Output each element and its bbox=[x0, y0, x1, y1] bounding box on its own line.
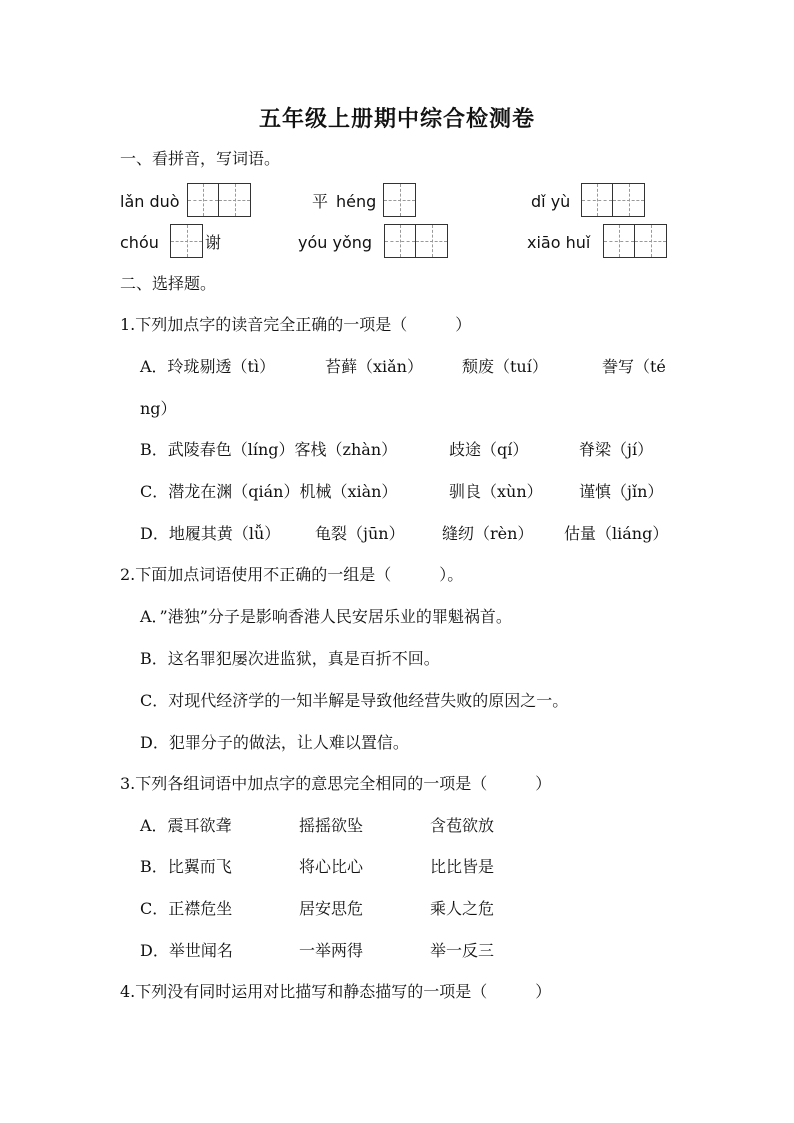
q1-option-c-3: 谨慎（jǐn） bbox=[579, 482, 664, 501]
q1-option-a-2: 苔藓（xiǎn） bbox=[325, 357, 423, 376]
question-3-stem: 3.下列各组词语中加点字的意思完全相同的一项是（ ） bbox=[120, 774, 552, 793]
q3-option-a-3: 含苞欲放 bbox=[430, 816, 495, 835]
q2-option-a: A．”港独”分子是影响香港人民安居乐业的罪魁祸首。 bbox=[140, 607, 512, 626]
writing-grid-3[interactable] bbox=[581, 183, 645, 217]
question-1-stem: 1.下列加点字的读音完全正确的一项是（ ） bbox=[120, 315, 472, 334]
question-2-stem: 2.下面加点词语使用不正确的一组是（ ）。 bbox=[120, 565, 464, 584]
question-4-stem: 4.下列没有同时运用对比描写和静态描写的一项是（ ） bbox=[120, 982, 552, 1001]
q3-option-a-1: A．震耳欲聋 bbox=[140, 816, 232, 835]
q2-option-c: C．对现代经济学的一知半解是导致他经营失败的原因之一。 bbox=[140, 691, 569, 710]
writing-grid-5[interactable] bbox=[384, 224, 448, 258]
q1-option-a-3: 颓废（tuí） bbox=[462, 357, 548, 376]
q1-option-b-1: B．武陵春色（líng）客栈（zhàn） bbox=[140, 440, 398, 459]
q1-option-c-1: C．潜龙在渊（qián）机械（xiàn） bbox=[140, 482, 398, 501]
pinyin-xiao-hui: xiāo huǐ bbox=[527, 233, 591, 252]
q1-option-b-3: 脊梁（jí） bbox=[579, 440, 654, 459]
q3-option-b-3: 比比皆是 bbox=[430, 857, 495, 876]
page-title: 五年级上册期中综合检测卷 bbox=[258, 106, 535, 132]
pinyin-di-yu: dǐ yù bbox=[531, 192, 571, 211]
q3-option-c-1: C．正襟危坐 bbox=[140, 899, 233, 918]
writing-grid-4[interactable] bbox=[170, 224, 203, 258]
q3-option-a-2: 摇摇欲坠 bbox=[299, 816, 364, 835]
pinyin-chou: chóu bbox=[120, 233, 159, 252]
pinyin-lan-duo: lǎn duò bbox=[120, 192, 180, 211]
q1-option-d-1: D．地履其黄（lǚ） bbox=[140, 524, 281, 543]
q2-option-b: B．这名罪犯屡次进监狱，真是百折不回。 bbox=[140, 649, 440, 668]
q1-option-b-2: 歧途（qí） bbox=[449, 440, 529, 459]
q3-option-b-1: B．比翼而飞 bbox=[140, 857, 232, 876]
pinyin-heng: héng bbox=[336, 192, 377, 211]
q3-option-d-2: 一举两得 bbox=[299, 941, 364, 960]
q1-option-a-1: A．玲珑剔透（tì） bbox=[140, 357, 276, 376]
q3-option-c-3: 乘人之危 bbox=[430, 899, 495, 918]
q1-option-d-2: 龟裂（jūn） bbox=[315, 524, 405, 543]
prefix-char-ping: 平 bbox=[312, 192, 329, 211]
q1-option-a-wrap: ng） bbox=[140, 399, 177, 418]
q1-option-d-4: 估量（liáng） bbox=[564, 524, 669, 543]
q1-option-a-4: 誊写（té bbox=[602, 357, 666, 376]
q3-option-d-1: D．举世闻名 bbox=[140, 941, 233, 960]
writing-grid-1[interactable] bbox=[187, 183, 251, 217]
pinyin-you-yong: yóu yǒng bbox=[298, 233, 373, 252]
section-2-heading: 二、选择题。 bbox=[120, 274, 217, 293]
q2-option-d: D．犯罪分子的做法，让人难以置信。 bbox=[140, 733, 409, 752]
q3-option-b-2: 将心比心 bbox=[299, 857, 364, 876]
q3-option-c-2: 居安思危 bbox=[299, 899, 364, 918]
q3-option-d-3: 举一反三 bbox=[430, 941, 495, 960]
writing-grid-6[interactable] bbox=[603, 224, 667, 258]
suffix-char-xie: 谢 bbox=[205, 233, 222, 252]
section-1-heading: 一、看拼音，写词语。 bbox=[120, 149, 281, 168]
writing-grid-2[interactable] bbox=[383, 183, 416, 217]
q1-option-c-2: 驯良（xùn） bbox=[449, 482, 543, 501]
q1-option-d-3: 缝纫（rèn） bbox=[442, 524, 534, 543]
